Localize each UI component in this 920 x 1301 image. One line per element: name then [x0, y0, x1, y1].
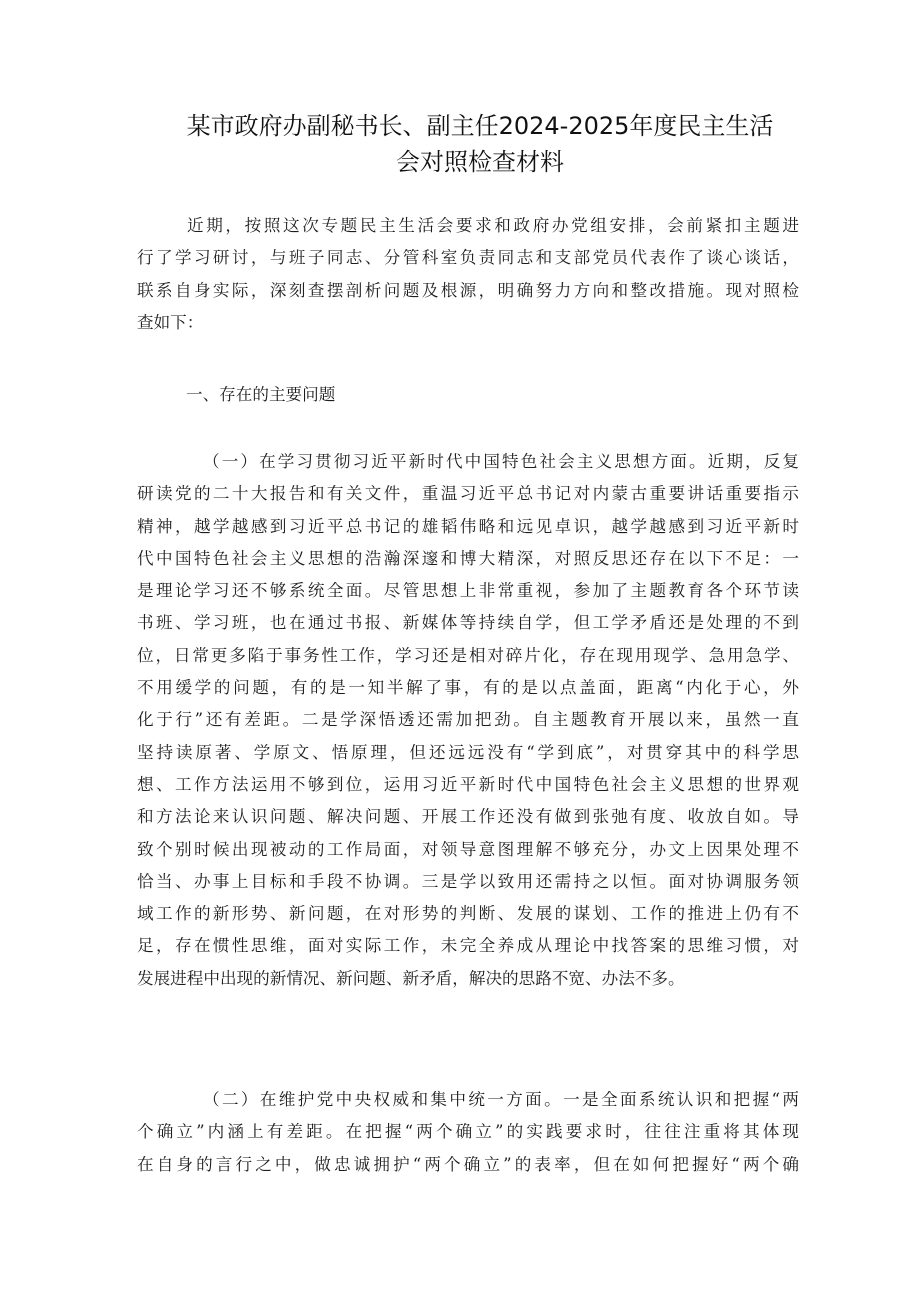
paragraph-line: 想、工作方法运用不够到位，运用习近平新时代中国特色社会主义思想的世界观 [137, 774, 799, 794]
paragraph-2 [137, 1084, 799, 1181]
paragraph-line: 和方法论来认识问题、解决问题、开展工作还没有做到张弛有度、收放自如。导 [137, 807, 799, 827]
paragraph-line: 化于行”还有差距。二是学深悟透还需加把劲。自主题教育开展以来，虽然一直 [137, 710, 799, 730]
paragraph-line: 位，日常更多陷于事务性工作，学习还是相对碎片化，存在现用现学、急用急学、 [137, 645, 799, 665]
paragraph-line: 研读党的二十大报告和有关文件，重温习近平总书记对内蒙古重要讲话重要指示 [137, 484, 799, 504]
title-line-1: 某市政府办副秘书长、副主任2024-2025年度民主生活 [186, 112, 774, 140]
intro-line: 查如下： [137, 312, 204, 332]
paragraph-line: 恰当、办事上目标和手段不协调。三是学以致用还需持之以恒。面对协调服务领 [137, 871, 799, 891]
paragraph-line: 代中国特色社会主义思想的浩瀚深邃和博大精深，对照反思还存在以下不足：一 [137, 548, 799, 568]
intro-line: 近期，按照这次专题民主生活会要求和政府办党组安排，会前紧扣主题进 [187, 216, 799, 235]
intro-line: 行了学习研讨，与班子同志、分管科室负责同志和支部党员代表作了谈心谈话， [137, 248, 799, 268]
paragraph-line: 发展进程中出现的新情况、新问题、新矛盾，解决的思路不宽、办法不多。 [137, 968, 685, 988]
paragraph-line: （一）在学习贯彻习近平新时代中国特色社会主义思想方面。近期，反复 [203, 452, 799, 471]
document-title [130, 108, 830, 180]
title-line-2: 会对照检查材料 [396, 148, 564, 176]
paragraph-line: （二）在维护党中央权威和集中统一方面。一是全面系统认识和把握“两 [203, 1090, 799, 1109]
paragraph-line: 坚持读原著、学原文、悟原理，但还远远没有“学到底”，对贯穿其中的科学思 [137, 742, 799, 762]
paragraph-line: 精神，越学越感到习近平总书记的雄韬伟略和远见卓识，越学越感到习近平新时 [137, 516, 799, 536]
paragraph-line: 域工作的新形势、新问题，在对形势的判断、发展的谋划、工作的推进上仍有不 [137, 904, 799, 924]
paragraph-line: 足，存在惯性思维，面对实际工作，未完全养成从理论中找答案的思维习惯，对 [137, 936, 799, 956]
intro-line: 联系自身实际，深刻查摆剖析问题及根源，明确努力方向和整改措施。现对照检 [137, 280, 799, 300]
intro-paragraph [137, 210, 799, 339]
paragraph-line: 致个别时候出现被动的工作局面，对领导意图理解不够充分，办文上因果处理不 [137, 839, 799, 859]
paragraph-line: 书班、学习班，也在通过书报、新媒体等持续自学，但工学矛盾还是处理的不到 [137, 613, 799, 633]
paragraph-line: 是理论学习还不够系统全面。尽管思想上非常重视，参加了主题教育各个环节读 [137, 581, 799, 601]
paragraph-1 [137, 446, 799, 995]
paragraph-line: 个确立”内涵上有差距。在把握“两个确立”的实践要求时，往往注重将其体现 [137, 1122, 799, 1142]
paragraph-line: 不用缓学的问题，有的是一知半解了事，有的是以点盖面，距离“内化于心，外 [137, 678, 799, 698]
paragraph-line: 在自身的言行之中，做忠诚拥护“两个确立”的表率，但在如何把握好“两个确 [137, 1154, 799, 1174]
section-heading: 一、存在的主要问题 [186, 385, 336, 404]
